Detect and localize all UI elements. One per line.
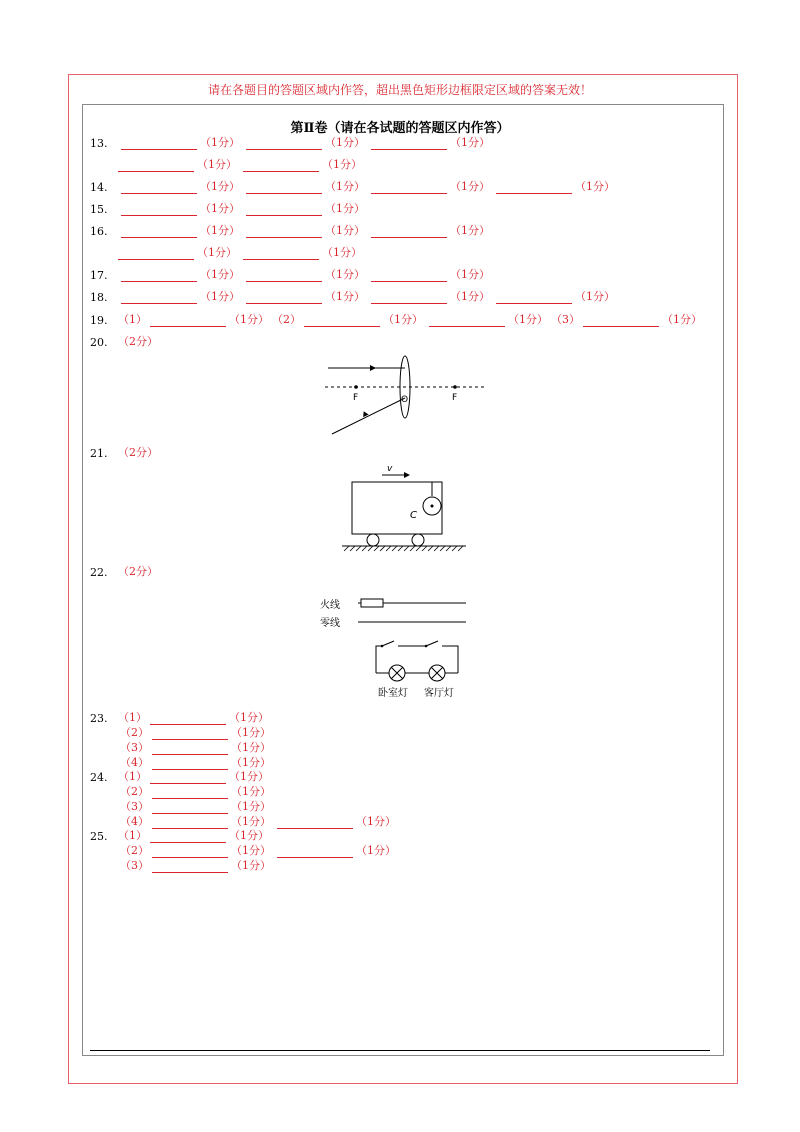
points: （2分） bbox=[118, 446, 158, 459]
q18-number: 18. bbox=[90, 291, 108, 304]
q24-row3 bbox=[120, 798, 274, 814]
answer-blank[interactable] bbox=[121, 206, 197, 216]
q24-number: 24. bbox=[90, 771, 108, 784]
points: （1分） bbox=[200, 202, 240, 215]
q25-row1 bbox=[90, 827, 272, 843]
points: （1分） bbox=[229, 313, 269, 326]
sub-label: （3） bbox=[120, 859, 149, 872]
points: （1分） bbox=[200, 136, 240, 149]
q23-number: 23. bbox=[90, 712, 108, 725]
answer-blank[interactable] bbox=[246, 294, 322, 304]
q25-row3 bbox=[120, 857, 274, 873]
answer-blank[interactable] bbox=[118, 250, 194, 260]
points: （1分） bbox=[231, 741, 271, 754]
switch-bedroom bbox=[382, 641, 394, 646]
points: （1分） bbox=[231, 800, 271, 813]
points: （1分） bbox=[450, 180, 490, 193]
sub-label: （1） bbox=[118, 711, 147, 724]
focus-label-right: F bbox=[452, 393, 458, 403]
points: （1分） bbox=[322, 246, 362, 259]
focus-label-left: F bbox=[353, 393, 359, 403]
sub-label: （1） bbox=[118, 313, 147, 326]
q20-row bbox=[90, 333, 158, 349]
answer-blank[interactable] bbox=[496, 294, 572, 304]
answer-blank[interactable] bbox=[371, 294, 447, 304]
points: （1分） bbox=[450, 268, 490, 281]
wheel-left bbox=[367, 534, 379, 546]
answer-blank[interactable] bbox=[277, 819, 353, 829]
q14-number: 14. bbox=[90, 181, 108, 194]
footer-rule bbox=[90, 1050, 710, 1051]
answer-blank[interactable] bbox=[121, 184, 197, 194]
q24-row1 bbox=[90, 768, 272, 784]
points: （1分） bbox=[450, 224, 490, 237]
points: （1分） bbox=[325, 290, 365, 303]
answer-blank[interactable] bbox=[121, 272, 197, 282]
points: （1分） bbox=[231, 726, 271, 739]
sub-label: （2） bbox=[120, 726, 149, 739]
points: （1分） bbox=[200, 290, 240, 303]
q15-row bbox=[90, 200, 368, 216]
sub-label: （3） bbox=[551, 313, 580, 326]
q23-row2 bbox=[120, 724, 274, 740]
q25-number: 25. bbox=[90, 830, 108, 843]
ground-hatch bbox=[344, 546, 463, 551]
switch-contact bbox=[425, 645, 428, 648]
neutral-wire-label: 零线 bbox=[320, 618, 340, 629]
answer-blank[interactable] bbox=[121, 140, 197, 150]
arrow-icon bbox=[370, 365, 376, 371]
answer-blank[interactable] bbox=[429, 317, 505, 327]
q24-row2 bbox=[120, 783, 274, 799]
arrow-icon bbox=[404, 472, 410, 478]
incident-ray-2 bbox=[332, 398, 405, 434]
lens-diagram bbox=[320, 352, 490, 438]
answer-blank[interactable] bbox=[277, 848, 353, 858]
q23-row3 bbox=[120, 739, 274, 755]
circuit-diagram bbox=[318, 592, 473, 702]
points: （1分） bbox=[200, 180, 240, 193]
points: （1分） bbox=[229, 711, 269, 724]
points: （1分） bbox=[229, 829, 269, 842]
q17-row bbox=[90, 266, 493, 282]
points: （1分） bbox=[231, 815, 271, 828]
answer-blank[interactable] bbox=[371, 228, 447, 238]
points: （1分） bbox=[450, 290, 490, 303]
points: （1分） bbox=[325, 268, 365, 281]
points: （1分） bbox=[231, 844, 271, 857]
q22-row bbox=[90, 563, 158, 579]
sub-label: （4） bbox=[120, 756, 149, 769]
answer-blank[interactable] bbox=[371, 184, 447, 194]
q13-row1 bbox=[90, 134, 493, 150]
answer-blank[interactable] bbox=[121, 294, 197, 304]
answer-blank[interactable] bbox=[246, 206, 322, 216]
points: （1分） bbox=[356, 844, 396, 857]
warning-text: 请在各题目的答题区域内作答，超出黑色矩形边框限定区域的答案无效！ bbox=[207, 83, 592, 97]
points: （1分） bbox=[322, 158, 362, 171]
points: （1分） bbox=[231, 785, 271, 798]
points: （2分） bbox=[118, 565, 158, 578]
answer-blank[interactable] bbox=[371, 140, 447, 150]
sub-label: （4） bbox=[120, 815, 149, 828]
q18-row bbox=[90, 288, 618, 304]
points: （1分） bbox=[662, 313, 702, 326]
answer-blank[interactable] bbox=[118, 162, 194, 172]
answer-blank[interactable] bbox=[246, 184, 322, 194]
section-title: 第Ⅱ卷（请在各试题的答题区内作答） bbox=[290, 121, 510, 136]
living-lamp-label: 客厅灯 bbox=[424, 688, 454, 699]
answer-blank[interactable] bbox=[246, 228, 322, 238]
points: （1分） bbox=[383, 313, 423, 326]
q19-number: 19. bbox=[90, 314, 108, 327]
answer-blank[interactable] bbox=[304, 317, 380, 327]
answer-blank[interactable] bbox=[243, 162, 319, 172]
sub-label: （1） bbox=[118, 829, 147, 842]
answer-blank[interactable] bbox=[496, 184, 572, 194]
points: （1分） bbox=[508, 313, 548, 326]
sub-label: （3） bbox=[120, 800, 149, 813]
q15-number: 15. bbox=[90, 203, 108, 216]
q21-row bbox=[90, 444, 158, 460]
cart-body bbox=[352, 482, 442, 534]
points: （1分） bbox=[356, 815, 396, 828]
answer-blank[interactable] bbox=[150, 317, 226, 327]
focus-point-right bbox=[453, 385, 457, 389]
points: （1分） bbox=[325, 136, 365, 149]
wheel-right bbox=[412, 534, 424, 546]
answer-blank[interactable] bbox=[121, 228, 197, 238]
points: （1分） bbox=[575, 180, 615, 193]
fuse bbox=[361, 599, 383, 607]
points: （1分） bbox=[575, 290, 615, 303]
q19-row bbox=[90, 311, 705, 327]
answer-blank[interactable] bbox=[243, 250, 319, 260]
bedroom-lamp-label: 卧室灯 bbox=[378, 688, 408, 699]
ball-center bbox=[431, 505, 434, 508]
answer-blank[interactable] bbox=[152, 863, 228, 873]
optical-center-label: O bbox=[401, 395, 409, 405]
points: （1分） bbox=[325, 202, 365, 215]
sub-label: （2） bbox=[120, 844, 149, 857]
q20-number: 20. bbox=[90, 336, 108, 349]
sub-label: （3） bbox=[120, 741, 149, 754]
answer-blank[interactable] bbox=[371, 272, 447, 282]
points: （1分） bbox=[200, 224, 240, 237]
points: （1分） bbox=[325, 180, 365, 193]
sub-label: （1） bbox=[118, 770, 147, 783]
q13-number: 13. bbox=[90, 137, 108, 150]
q16-row1 bbox=[90, 222, 493, 238]
circuit-wire bbox=[376, 646, 382, 673]
sub-label: （2） bbox=[272, 313, 301, 326]
q22-number: 22. bbox=[90, 566, 108, 579]
answer-blank[interactable] bbox=[246, 140, 322, 150]
switch-living bbox=[426, 641, 438, 646]
points: （1分） bbox=[197, 246, 237, 259]
q17-number: 17. bbox=[90, 269, 108, 282]
q23-row1 bbox=[90, 709, 272, 725]
points: （1分） bbox=[229, 770, 269, 783]
points: （1分） bbox=[197, 158, 237, 171]
answer-blank[interactable] bbox=[246, 272, 322, 282]
points: （1分） bbox=[231, 859, 271, 872]
velocity-label: v bbox=[387, 464, 393, 474]
q14-row bbox=[90, 178, 618, 194]
points: （1分） bbox=[450, 136, 490, 149]
focus-point-left bbox=[354, 385, 358, 389]
live-wire-label: 火线 bbox=[320, 600, 340, 611]
switch-contact bbox=[381, 645, 384, 648]
q16-number: 16. bbox=[90, 225, 108, 238]
points: （1分） bbox=[200, 268, 240, 281]
points: （2分） bbox=[118, 335, 158, 348]
points: （1分） bbox=[325, 224, 365, 237]
ball-label: C bbox=[410, 510, 417, 521]
q25-row2 bbox=[120, 842, 399, 858]
sub-label: （2） bbox=[120, 785, 149, 798]
cart-diagram bbox=[340, 460, 470, 555]
q16-row2 bbox=[115, 244, 365, 260]
points: （1分） bbox=[231, 756, 271, 769]
q13-row2 bbox=[115, 156, 365, 172]
q21-number: 21. bbox=[90, 447, 108, 460]
answer-blank[interactable] bbox=[583, 317, 659, 327]
